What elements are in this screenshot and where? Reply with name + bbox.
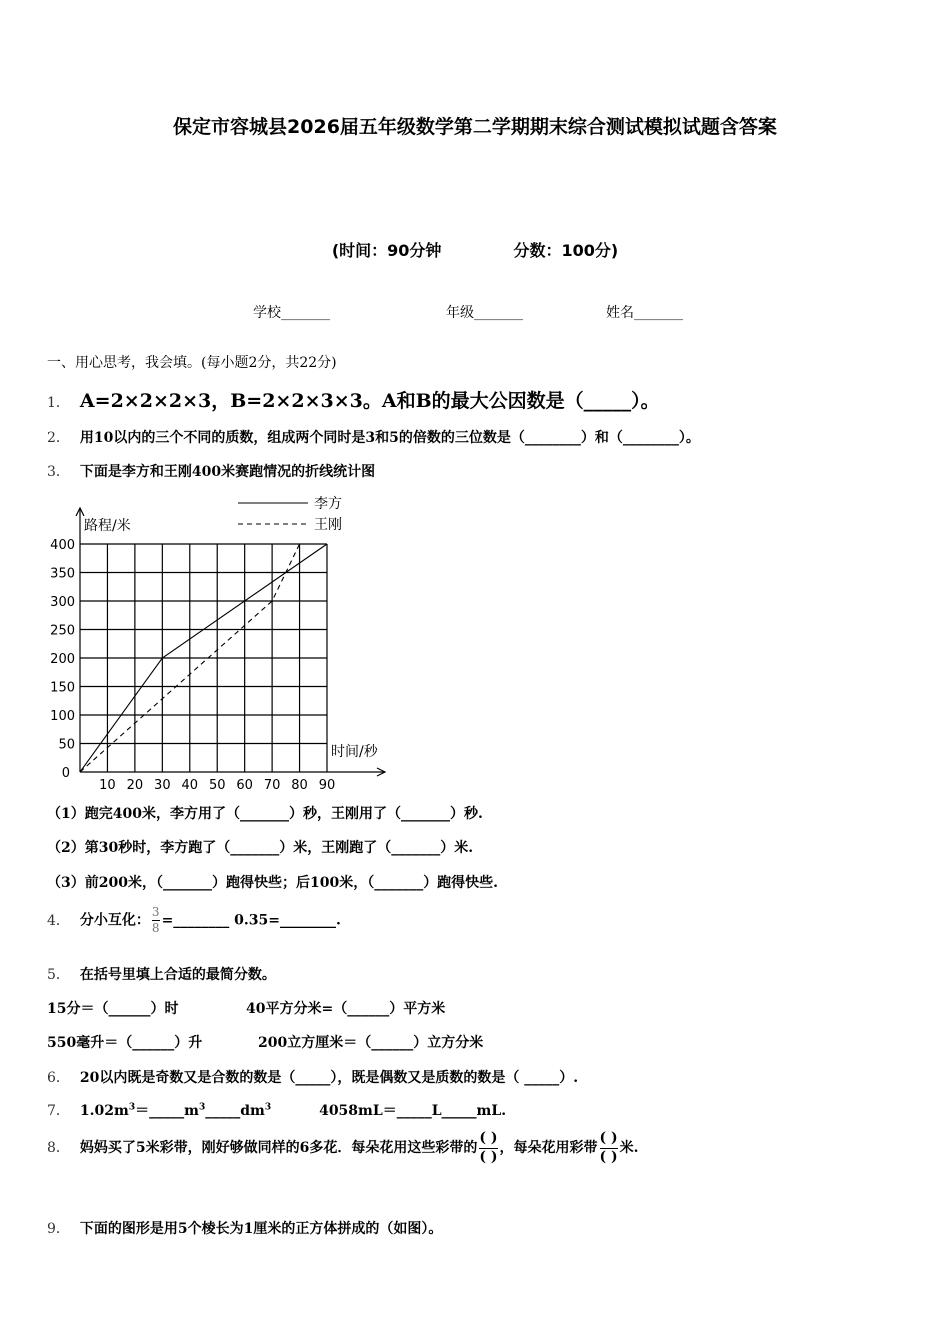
fraction-blank: ( ) bbox=[599, 1130, 618, 1146]
x-tick-label: 90 bbox=[318, 778, 336, 790]
x-axis-title: 时间/秒 bbox=[331, 744, 378, 760]
x-tick-label: 50 bbox=[208, 778, 226, 790]
question-text: 4058mL＝_____L_____mL. bbox=[319, 1103, 507, 1119]
y-axis-title: 路程/米 bbox=[84, 518, 131, 534]
question-1 bbox=[47, 386, 660, 413]
question-9 bbox=[47, 1218, 442, 1238]
x-tick-label: 70 bbox=[263, 778, 281, 790]
x-tick-label: 80 bbox=[291, 778, 308, 790]
x-tick-label: 40 bbox=[181, 778, 199, 790]
question-number: 2． bbox=[47, 430, 70, 446]
question-5-item: 200立方厘米＝（______）立方分米 bbox=[258, 1035, 484, 1051]
fraction-numerator: 3 bbox=[151, 905, 160, 919]
school-field[interactable]: 学校_______ bbox=[253, 305, 330, 321]
question-number: 4． bbox=[47, 912, 70, 929]
y-tick-label: 250 bbox=[50, 623, 75, 639]
page-title: 保定市容城县2026届五年级数学第二学期期末综合测试模拟试题含答案 bbox=[173, 116, 777, 138]
exam-time: (时间：90分钟 bbox=[331, 241, 442, 260]
question-number: 6． bbox=[47, 1070, 70, 1086]
y-tick-label: 300 bbox=[50, 595, 75, 610]
exam-meta bbox=[0, 238, 950, 261]
question-3-part-3: （3）前200米，（_______）跑得快些；后100米，（_______）跑得快些. bbox=[47, 875, 499, 891]
question-number: 1． bbox=[47, 395, 70, 411]
question-number: 7． bbox=[47, 1103, 70, 1119]
question-5-item: 15分＝（______）时 bbox=[47, 1001, 179, 1017]
question-number: 5． bbox=[47, 967, 70, 983]
y-tick-label: 200 bbox=[50, 652, 75, 667]
question-text: A=2×2×2×3，B=2×2×3×3。A和B的最大公因数是（_____）。 bbox=[79, 390, 660, 412]
y-tick-label: 400 bbox=[50, 538, 75, 553]
y-tick-label: 50 bbox=[58, 737, 75, 753]
question-blanks: =________ 0.35=________. bbox=[161, 912, 341, 929]
y-tick-label: 350 bbox=[50, 566, 75, 582]
cube-superscript: 3 bbox=[128, 1102, 136, 1113]
exam-score: 分数：100分) bbox=[513, 241, 619, 260]
fraction-denominator: 8 bbox=[151, 921, 160, 935]
cube-superscript: 3 bbox=[198, 1102, 206, 1113]
name-field[interactable]: 姓名_______ bbox=[606, 305, 683, 321]
question-text: 1.02m bbox=[79, 1103, 129, 1119]
question-text: 20以内既是奇数又是合数的数是（_____），既是偶数又是质数的数是（ _____）. bbox=[79, 1070, 579, 1086]
fraction bbox=[152, 905, 160, 936]
question-3-part-2: （2）第30秒时，李方跑了（_______）米，王刚跑了（_______）米. bbox=[47, 840, 474, 856]
question-5 bbox=[47, 964, 276, 984]
question-number: 9． bbox=[47, 1221, 70, 1237]
question-5-item: 40平方分米=（______）平方米 bbox=[246, 1001, 446, 1017]
question-3-part-1: （1）跑完400米，李方用了（_______）秒，王刚用了（_______）秒. bbox=[47, 806, 483, 822]
answer-fraction bbox=[600, 1130, 618, 1166]
grade-field[interactable]: 年级_______ bbox=[446, 305, 523, 321]
question-6 bbox=[47, 1067, 578, 1087]
question-text: ＝_____m bbox=[135, 1103, 199, 1119]
question-8 bbox=[47, 1130, 639, 1166]
question-text: 米. bbox=[619, 1140, 639, 1156]
legend-label: 王刚 bbox=[314, 517, 342, 533]
question-text: 下面的图形是用5个棱长为1厘米的正方体拼成的（如图）。 bbox=[79, 1221, 443, 1237]
answer-fraction bbox=[479, 1130, 497, 1166]
question-number: 8． bbox=[47, 1140, 70, 1156]
race-line-chart bbox=[40, 490, 400, 790]
fraction-blank: ( ) bbox=[479, 1148, 498, 1165]
question-text: 用10以内的三个不同的质数，组成两个同时是3和5的倍数的三位数是（________）和（________）。 bbox=[79, 430, 700, 446]
question-5-item: 550毫升＝（______）升 bbox=[47, 1035, 203, 1051]
question-number: 3． bbox=[47, 464, 70, 480]
section-heading: 一、用心思考，我会填。(每小题2分，共22分) bbox=[47, 355, 337, 371]
question-text: 在括号里填上合适的最简分数。 bbox=[79, 967, 276, 983]
legend-label: 李方 bbox=[314, 496, 342, 512]
question-text: 下面是李方和王刚400米赛跑情况的折线统计图 bbox=[79, 464, 376, 480]
question-4 bbox=[47, 905, 341, 936]
origin-label: 0 bbox=[61, 766, 70, 781]
question-text: 妈妈买了5米彩带，刚好够做同样的6多花．每朵花用这些彩带的 bbox=[79, 1140, 478, 1156]
fraction-blank: ( ) bbox=[479, 1130, 498, 1146]
x-tick-label: 20 bbox=[126, 778, 144, 790]
cube-superscript: 3 bbox=[264, 1102, 272, 1113]
question-text: ，每朵花用彩带 bbox=[499, 1140, 598, 1156]
y-tick-label: 100 bbox=[50, 709, 75, 724]
x-tick-label: 30 bbox=[154, 778, 171, 790]
question-3 bbox=[47, 461, 375, 481]
fraction-blank: ( ) bbox=[599, 1148, 618, 1165]
x-tick-label: 10 bbox=[99, 778, 116, 790]
y-tick-label: 150 bbox=[50, 680, 75, 696]
question-7 bbox=[47, 1100, 506, 1120]
question-text: 分小互化： bbox=[79, 912, 150, 929]
question-text: _____dm bbox=[205, 1103, 265, 1119]
x-tick-label: 60 bbox=[236, 778, 253, 790]
question-2 bbox=[47, 427, 700, 447]
